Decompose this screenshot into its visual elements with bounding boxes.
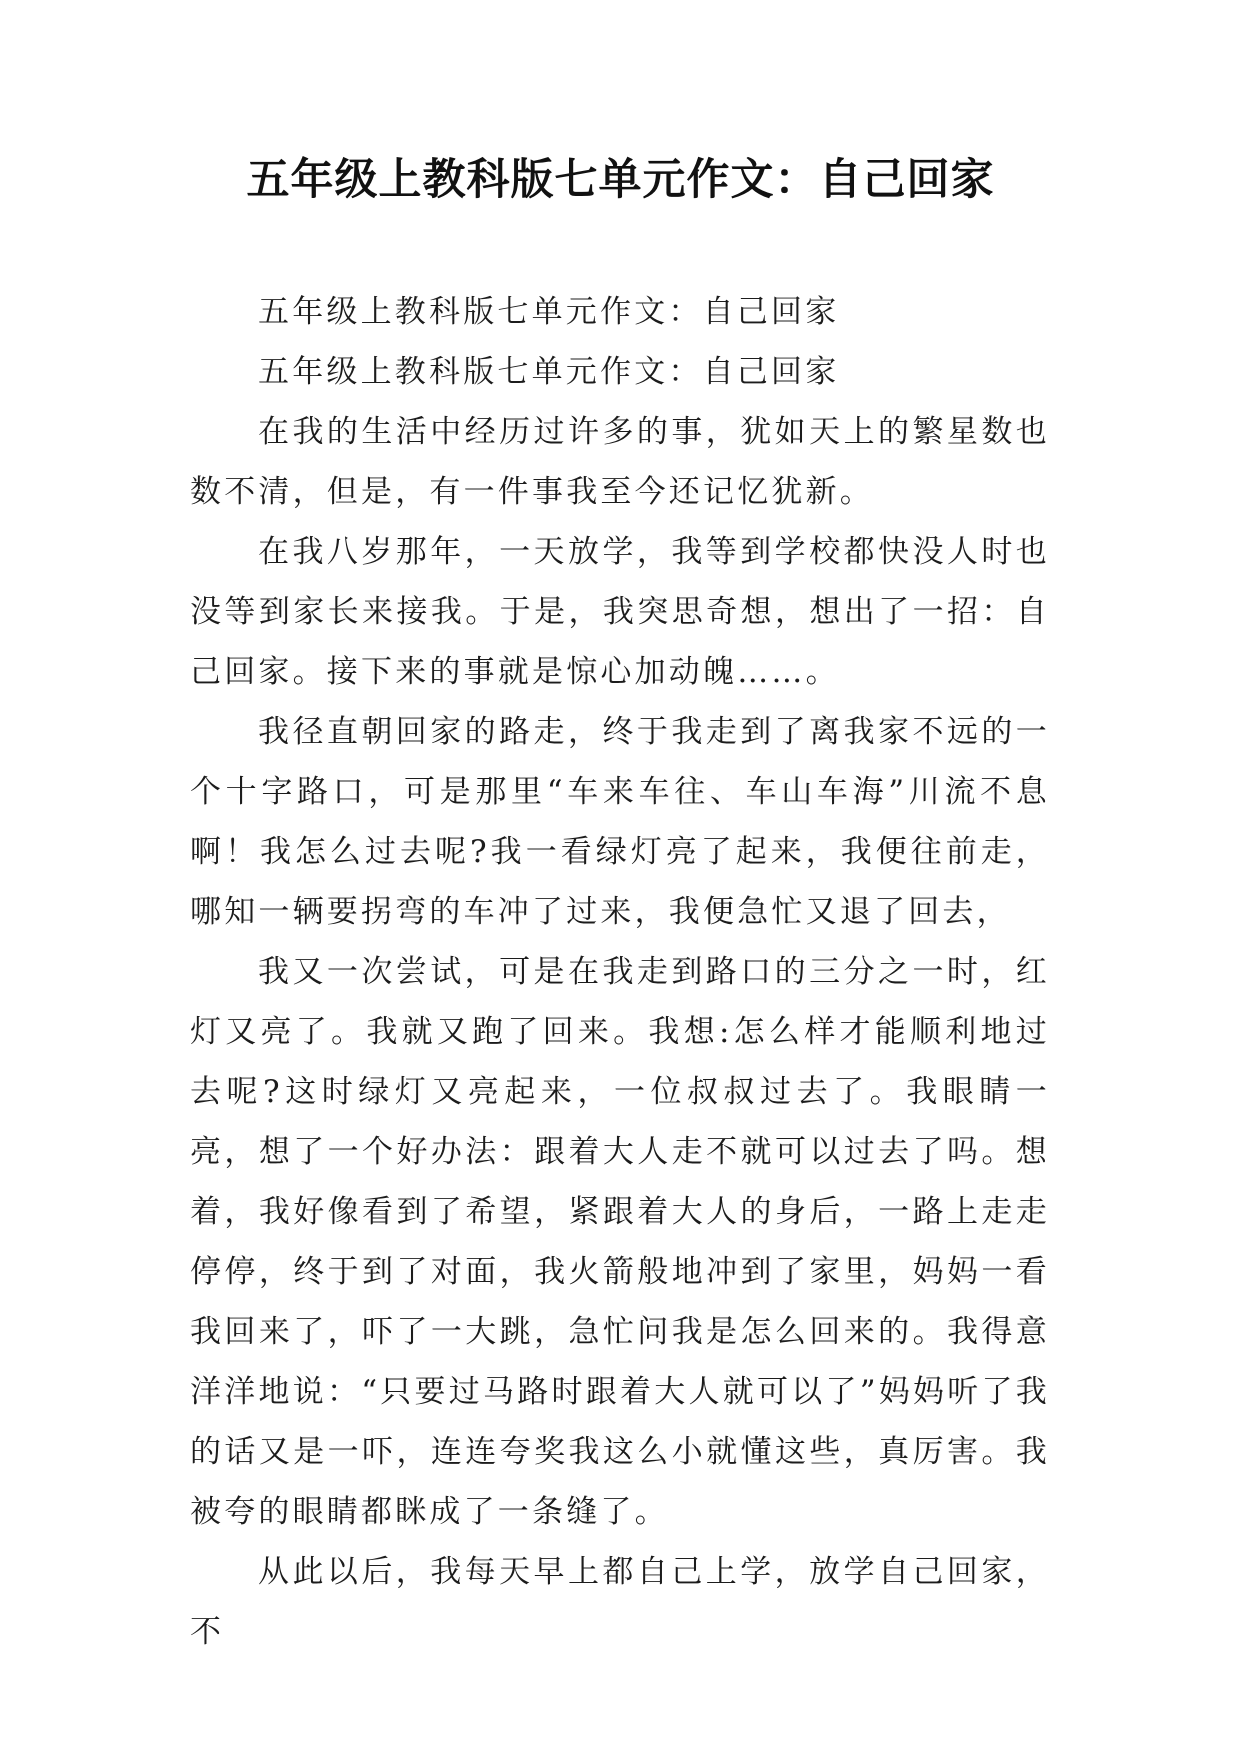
document-title: 五年级上教科版七单元作文：自己回家 [246, 155, 995, 205]
paragraph-after-school: 在我八岁那年，一天放学，我等到学校都快没人时也没等到家长来接我。于是，我突思奇想，想出了一招：自己回家。接下来的事就是惊心加动魄……。 [190, 534, 1050, 690]
paragraph-subtitle-1: 五年级上教科版七单元作文：自己回家 [258, 294, 840, 330]
paragraph-conclusion: 从此以后，我每天早上都自己上学，放学自己回家，不 [190, 1554, 1050, 1650]
paragraph-crossroad: 我径直朝回家的路走，终于我走到了离我家不远的一个十字路口，可是那里“车来车往、车山车海”川流不息啊！我怎么过去呢?我一看绿灯亮了起来，我便往前走，哪知一辆要拐弯的车冲了过来，我便急忙又退了回去， [190, 714, 1050, 930]
paragraph-second-try: 我又一次尝试，可是在我走到路口的三分之一时，红灯又亮了。我就又跑了回来。我想:怎么样才能顺利地过去呢?这时绿灯又亮起来，一位叔叔过去了。我眼睛一亮，想了一个好办法：跟着大人走不就可以过去了吗。想着，我好像看到了希望，紧跟着大人的身后，一路上走走停停，终于到了对面，我火箭般地冲到了家里，妈妈一看我回来了，吓了一大跳，急忙问我是怎么回来的。我得意洋洋地说：“只要过马路时跟着大人就可以了”妈妈听了我的话又是一吓，连连夸奖我这么小就懂这些，真厉害。我被夸的眼睛都眯成了一条缝了。 [190, 954, 1050, 1530]
document-body [190, 282, 1050, 1662]
paragraph-subtitle-2: 五年级上教科版七单元作文：自己回家 [258, 354, 840, 390]
paragraph-intro: 在我的生活中经历过许多的事，犹如天上的繁星数也数不清，但是，有一件事我至今还记忆犹新。 [190, 414, 1050, 510]
